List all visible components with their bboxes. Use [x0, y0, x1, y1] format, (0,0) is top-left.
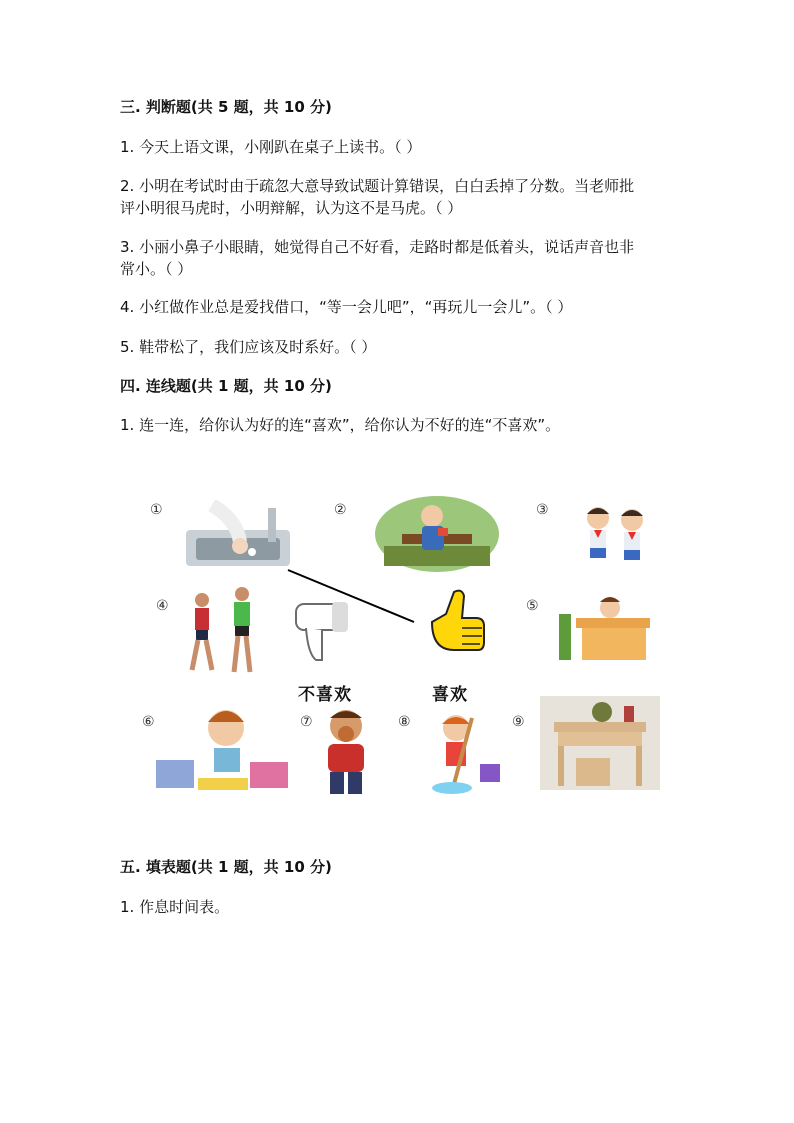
- like-label: 喜欢: [432, 685, 468, 705]
- sleeping-at-desk-image[interactable]: [554, 586, 654, 668]
- tidy-desk-image[interactable]: [540, 696, 660, 790]
- section5-heading: 五. 填表题(共 1 题，共 10 分): [120, 858, 332, 876]
- question-3-2-line2: 评小明很马虎时，小明辩解，认为这不是马虎。（ ）: [120, 199, 463, 217]
- question-3-1: 1. 今天上语文课，小刚趴在桌子上读书。（ ）: [120, 138, 422, 156]
- marker-2: ②: [334, 502, 347, 518]
- question-3-4: 4. 小红做作业总是爱找借口，“等一会儿吧”，“再玩儿一会儿”。（ ）: [120, 298, 573, 316]
- question-3-5: 5. 鞋带松了，我们应该及时系好。（ ）: [120, 338, 377, 356]
- question-3-3-line2: 常小。（ ）: [120, 260, 193, 278]
- messy-girl-image[interactable]: [154, 702, 296, 800]
- marker-1: ①: [150, 502, 163, 518]
- marker-3: ③: [536, 502, 549, 518]
- section3-heading: 三. 判断题(共 5 题，共 10 分): [120, 98, 332, 116]
- section4-heading: 四. 连线题(共 1 题，共 10 分): [120, 377, 332, 395]
- boy-eating-image[interactable]: [316, 704, 376, 798]
- question-4-1: 1. 连一连，给你认为好的连“喜欢”，给你认为不好的连“不喜欢”。: [120, 416, 561, 434]
- marker-8: ⑧: [398, 714, 411, 730]
- girl-mopping-image[interactable]: [428, 708, 506, 798]
- dislike-label: 不喜欢: [298, 685, 352, 705]
- marker-5: ⑤: [526, 598, 539, 614]
- question-3-2-line1: 2. 小明在考试时由于疏忽大意导致试题计算错误，白白丢掉了分数。当老师批: [120, 177, 635, 195]
- marker-6: ⑥: [142, 714, 155, 730]
- question-3-3-line1: 3. 小丽小鼻子小眼睛，她觉得自己不好看，走路时都是低着头，说话声音也非: [120, 238, 635, 256]
- marker-7: ⑦: [300, 714, 313, 730]
- marker-4: ④: [156, 598, 169, 614]
- marker-9: ⑨: [512, 714, 525, 730]
- matching-diagram: [140, 490, 670, 810]
- question-5-1: 1. 作息时间表。: [120, 898, 230, 916]
